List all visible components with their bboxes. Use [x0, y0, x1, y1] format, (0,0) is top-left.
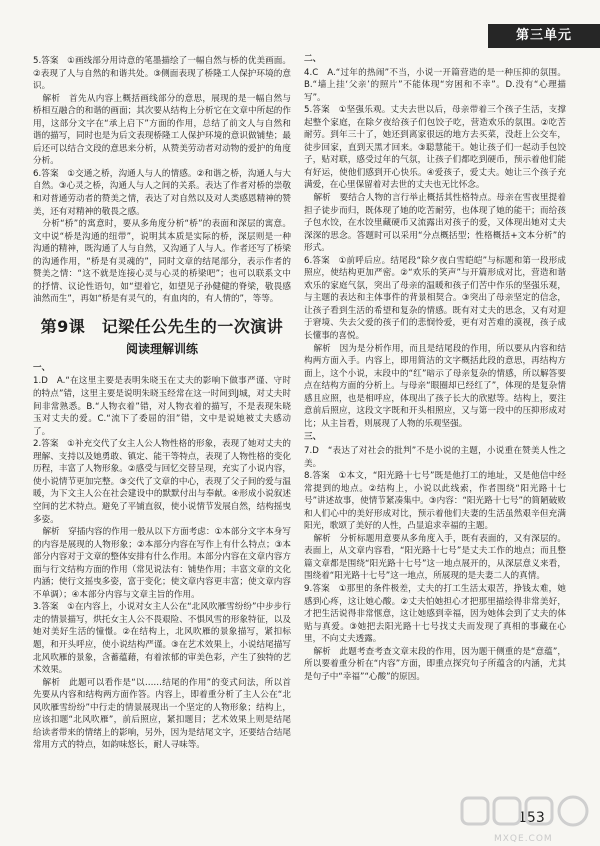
left-column [33, 55, 291, 752]
right-column [304, 52, 566, 683]
analysis-5-right: 解析 要结合人物的言行举止概括其性格特点。母亲在雪夜里提着担子徒步而归，既体现了她的吃苦耐劳，也体现了她的能干；而给孩子包水饺，在水饺里藏硬币又流露出对孩子的爱，又体现出她对丈夫深深的思念。答题时可以采用“分点概括型；性格概括+文本分析”的形式。 [304, 193, 566, 254]
section-one-label: 一、 [33, 362, 51, 373]
answer-6-right: 6.答案 ①前呼后应。结尾段“除夕夜白雪皑皑”与标题和第一段形成照应，使结构更加严密。②“欢乐的笑声”与开篇形成对比，营造和谐欢乐的家庭气氛，突出了母亲的温暖和孩子们苦中作乐的坚强乐观，与主题的表达和主体事件的背景相契合。③突出了母亲坚定的信念，让孩子看到生活的希望和复杂的情感。既有对丈夫的思念，又有对迎于窘境、失去父爱的孩子们的悲悯怜爱，更有对苦难的漠视，孩子成长懂事的喜悦。 [304, 255, 566, 342]
watermark-logo-icon [458, 792, 594, 840]
unit-tab: 第三单元 [488, 24, 600, 48]
answer-4: 4.C A.“过年的热闹”不当，小说一开篇营造的是一种压抑的氛围。B.“墙上挂‘父亲’的照片”不能体现“穷困和不幸”。D.没有“心理描写”。 [304, 67, 566, 103]
watermark-text: MXQE.COM [494, 834, 553, 844]
answer-8: 8.答案 ①本文，“阳光路十七号”既是他打工的地址，又是他信中经常提到的地点。②结构上，小说以此线索，作者围绕“阳光路十七号”讲述故事，使情节紧凑集中。③内容：“阳光路十七号”的简陋破败和人们心中的美好形成对比，预示着他们夫妻的生活虽然艰辛但充满阳光，歌颂了美好的人性，凸显追求幸福的主题。 [304, 471, 566, 532]
analysis-6-right: 解析 因为是分析作用，而且是结尾段的作用，所以要从内容和结构两方面入手。内容上，即用简洁的文字概括此段的意思，再结构方面上，这个小说，末段中的“红”暗示了母亲复杂的情感，所以解答要点在结构方面的分析上。与母亲“眼圈却已经红了”，体现的是复杂情感且应照，也是相呼应，体现出了孩子长大的欣慰等。结构上，要注意前后照应，这段文字既和开头相照应，又与第一段中的压抑形成对比；从主旨看，则展现了人物的乐观坚强。 [304, 343, 566, 429]
answer-2: 2.答案 ①补充交代了女主人公人物性格的形象，表现了她对丈夫的理解、支持以及她勇敢、镇定、能干等特点，表现了人物性格的变化历程，丰富了人物形象。②感受与回忆交替呈现，充实了小说内容，使小说情节更加完整。③交代了文章的中心，表现了父子间的爱与温暖，为下文主人公在社会建设中的默默付出与奉献。④形成小说叙述空间的艺术特点。避免了平铺直叙，使小说情节发展自然，结构摇曳多姿。 [33, 439, 291, 525]
answer-3: 3.答案 ①在内容上，小说对女主人公在“北风吹雁雪纷纷”中步步行走的情景描写，烘托女主人公不畏艰险、不惧风雪的形象特征，以及她对美好生活的憧憬。②在结构上，北风吹雁的景象描写，紧扣标题，和开头呼应，使小说结构严谨。③在艺术效果上，小说结尾描写北风吹雁的景象，含蓄蕴藉，有着浓郁的审美色彩，产生了独特的艺术效果。 [33, 602, 291, 676]
analysis-9: 解析 此题考查考查文章末段的作用，因为题干侧重的是“意蕴”，所以要着重分析在“内容”方面，即重点探究句子所蕴含的内涵，尤其是句子中“幸福”“心酸”的原因。 [304, 646, 566, 682]
lesson-title: 第9课 记梁任公先生的一次演讲 [40, 316, 284, 336]
analysis-3: 解析 此题可以看作是“以……结尾的作用”的变式问法，所以首先要从内容和结构两方面作答。内容上，即着重分析了主人公在“北风吹雁雪纷纷”中行走的情景展现出一个坚定的人物形象；结构上，应该扣题“北风吹雁”，前后照应，紧扣题目；艺术效果上则是结尾给读者带来的情绪上的影响，另外，因为是结尾文字，还要结合结尾常用方式的特点，如韵味悠长，耐人寻味等。 [33, 677, 291, 751]
analysis-5-left: 解析 首先从内容上概括画线部分的意思，展现的是一幅自然与桥相互融合的和谐的画面；其次要从结构上分析它在文章中所起的作用，这部分文字在“承上启下”方面的作用，总结了前文人与自然和谐的描写，同时也是为后文表现桥隆工人保护环境的意识做铺垫；最后还可以结合文段的意思来分析，从赞美劳动者对动物的爱护的角度分析。 [33, 93, 291, 167]
answer-9: 9.答案 ①那里的条件极差，丈夫的打工生活太艰苦，挣钱太难，她感到心疼，这让她心酸。②丈夫怕她担心才把那里描绘得非常美好，才把生活说得非常惬意，这让她感到幸福，因为她体会到了丈夫的体贴与真爱。③她把去阳光路十七号找丈夫而发现了真相的事藏在心里，不向丈夫透露。 [304, 583, 566, 645]
answer-5-right: 5.答案 ①坚强乐观。丈夫去世以后，母亲带着三个孩子生活，支撑起整个家庭，在除夕夜给孩子们包饺子吃，营造欢乐的氛围。②吃苦耐劳。到年三十了，她还到离家很远的地方去买菜，没赶上公交车，徒步回家，直到天黑才回来。③聪慧能干。她让孩子们一起动手包饺子，贴对联，感受过年的气氛，让孩子们都吃到硬币，预示着他们能有好运，使他们感到开心快乐。④爱孩子，爱丈夫。她让三个孩子充满爱，在心里保留着对去世的丈夫也无比怀念。 [304, 105, 566, 191]
answer-6-left: 6.答案 ①交通之桥，沟通人与人的情感。②和谐之桥，沟通人与大自然。③心灵之桥，沟通人与人之间的关系。表达了作者对桥的崇敬和对普通劳动者的赞美之情，表达了对自然以及对人类感恩精神的赞美，还有对精神的敬畏之感。 [33, 168, 291, 217]
section-three-label: 三、 [304, 432, 322, 443]
page-number: 153 [518, 810, 545, 826]
answer-5-left: 5.答案 ①画线部分用诗意的笔墨描绘了一幅自然与桥的优美画面。②表现了人与自然的和谐共处。③侧面表现了桥隆工人保护环境的意识。 [33, 56, 291, 92]
analysis-8: 解析 分析标题用意要从多角度入手，既有表面的，又有深层的。表面上，从文章内容看，“阳光路十七号”是丈夫工作的地点；而且整篇文章都是围绕“阳光路十七号”这一地点展开的，从深层意义来看，围绕着“阳光路十七号”这一地点，所展现的是夫妻二人的真情。 [304, 533, 566, 582]
answer-1: 1.D A.“在这里主要是表明朱晓玉在丈夫的影响下做事严谨、守时的特点”错，这里主要是说明朱晓玉经常在这一时间到J城，对丈夫时间非常熟悉。B.“人物衣着”错，对人物衣着的描写，不是表现朱晓玉对丈夫的爱。C.“流下了委屈的泪”错，文中是说她被丈夫感动了。 [33, 376, 291, 437]
analysis-2: 解析 穿插内容的作用一般从以下方面考虑：①本部分文字本身写的内容是展现的人物形象；②本部分内容在写作上有什么特点；③本部分内容对于文章的整体安排有什么作用。本部分内容在文章内容方面与行文结构方面的作用（常见说法有：铺垫作用；丰富文章的文化内涵；使行文摇曳多姿，富于变化；使文章内容更丰富；使文章内容不单调）；④本部分内容与文章主旨的作用。 [33, 527, 291, 600]
analysis-6-left: 分析“桥”的寓意时，要从多角度分析“桥”的表面和深层的寓意。文中说“桥是沟通的纽带”，说明其本质是实际的桥，深层则是一种沟通的精神，既沟通了人与自然，又沟通了人与人。作者还写了桥梁的沟通作用，“桥是有灵魂的”，同时文章的结尾部分，表示作者的赞美之情：“这不就是连接心灵与心灵的桥梁吧”；也可以联系文中的抒情、议论性语句，如“望着它，如望见子孙健健的脊梁，敬畏感油然而生”，再如“桥是有灵气的，有血肉的，有人情的”，等等。 [33, 219, 291, 305]
section-two-label: 二、 [304, 54, 322, 64]
answer-7: 7.D “表达了对社会的批判”不是小说的主题，小说重在赞美人性之美。 [304, 445, 566, 469]
section-subhead: 阅读理解训练 [125, 341, 198, 356]
